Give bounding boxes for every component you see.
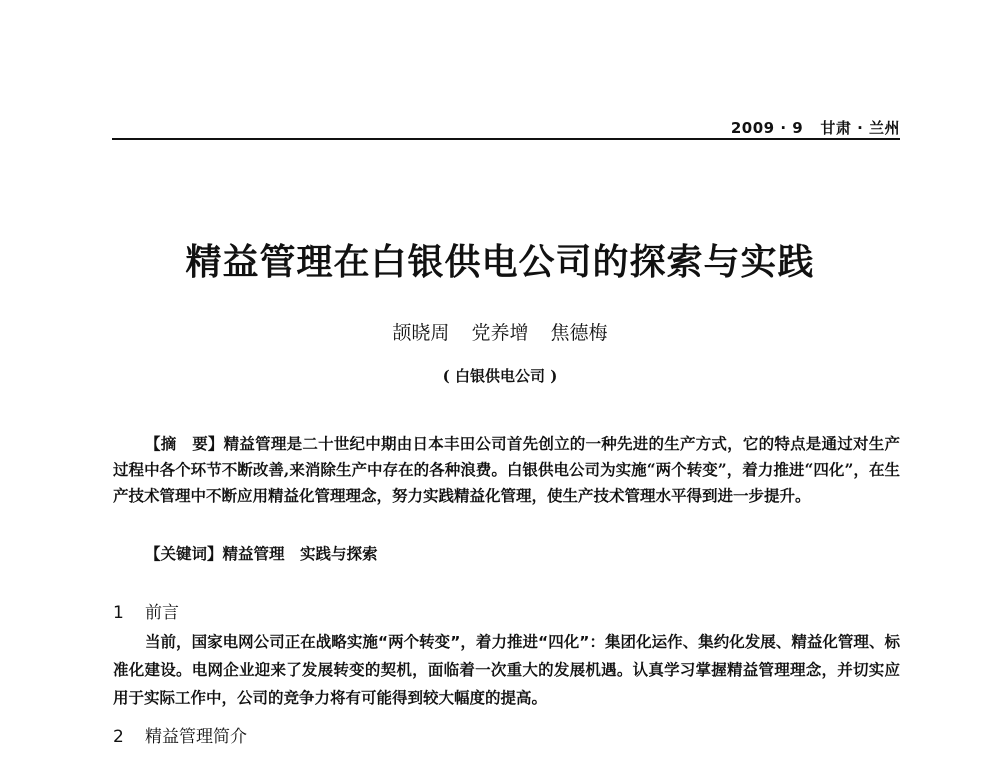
header-rule bbox=[112, 138, 900, 140]
issue-date: 2009 · 9 bbox=[730, 119, 804, 137]
section-heading bbox=[113, 598, 179, 623]
author-list bbox=[0, 318, 1000, 345]
affiliation: ( 白银供电公司 ) bbox=[442, 367, 558, 385]
abstract bbox=[113, 431, 900, 509]
paper-title: 精益管理在白银供电公司的探索与实践 bbox=[185, 241, 815, 283]
section-title: 精益管理简介 bbox=[145, 727, 247, 747]
author: 颉晓周 bbox=[392, 322, 450, 344]
author: 党养增 bbox=[471, 322, 529, 344]
section-title: 前言 bbox=[145, 603, 179, 623]
section-number: 2 bbox=[113, 727, 124, 747]
keywords-text: 精益管理 实践与探索 bbox=[222, 544, 378, 563]
author: 焦德梅 bbox=[550, 322, 608, 344]
section-body: 当前，国家电网公司正在战略实施“两个转变”，着力推进“四化”：集团化运作、集约化发展、精益化管理、标准化建设。电网企业迎来了发展转变的契机，面临着一次重大的发展机遇。认真学习掌握精益管理理念，并切实应用于实际工作中，公司的竞争力将有可能得到较大幅度的提高。 bbox=[113, 633, 900, 707]
section-heading bbox=[113, 722, 247, 747]
issue-location: 甘肃 · 兰州 bbox=[820, 119, 900, 137]
section-number: 1 bbox=[113, 603, 124, 623]
abstract-label: 【摘 要】 bbox=[145, 434, 224, 453]
abstract-text: 精益管理是二十世纪中期由日本丰田公司首先创立的一种先进的生产方式，它的特点是通过对生产过程中各个环节不断改善,来消除生产中存在的各种浪费。白银供电公司为实施“两个转变”，着力推进“四化”，在生产技术管理中不断应用精益化管理理念，努力实践精益化管理，使生产技术管理水平得到进一步提升。 bbox=[113, 434, 900, 505]
keywords-label: 【关键词】 bbox=[145, 544, 223, 563]
keywords bbox=[113, 541, 900, 567]
header-issue-info bbox=[731, 117, 900, 138]
